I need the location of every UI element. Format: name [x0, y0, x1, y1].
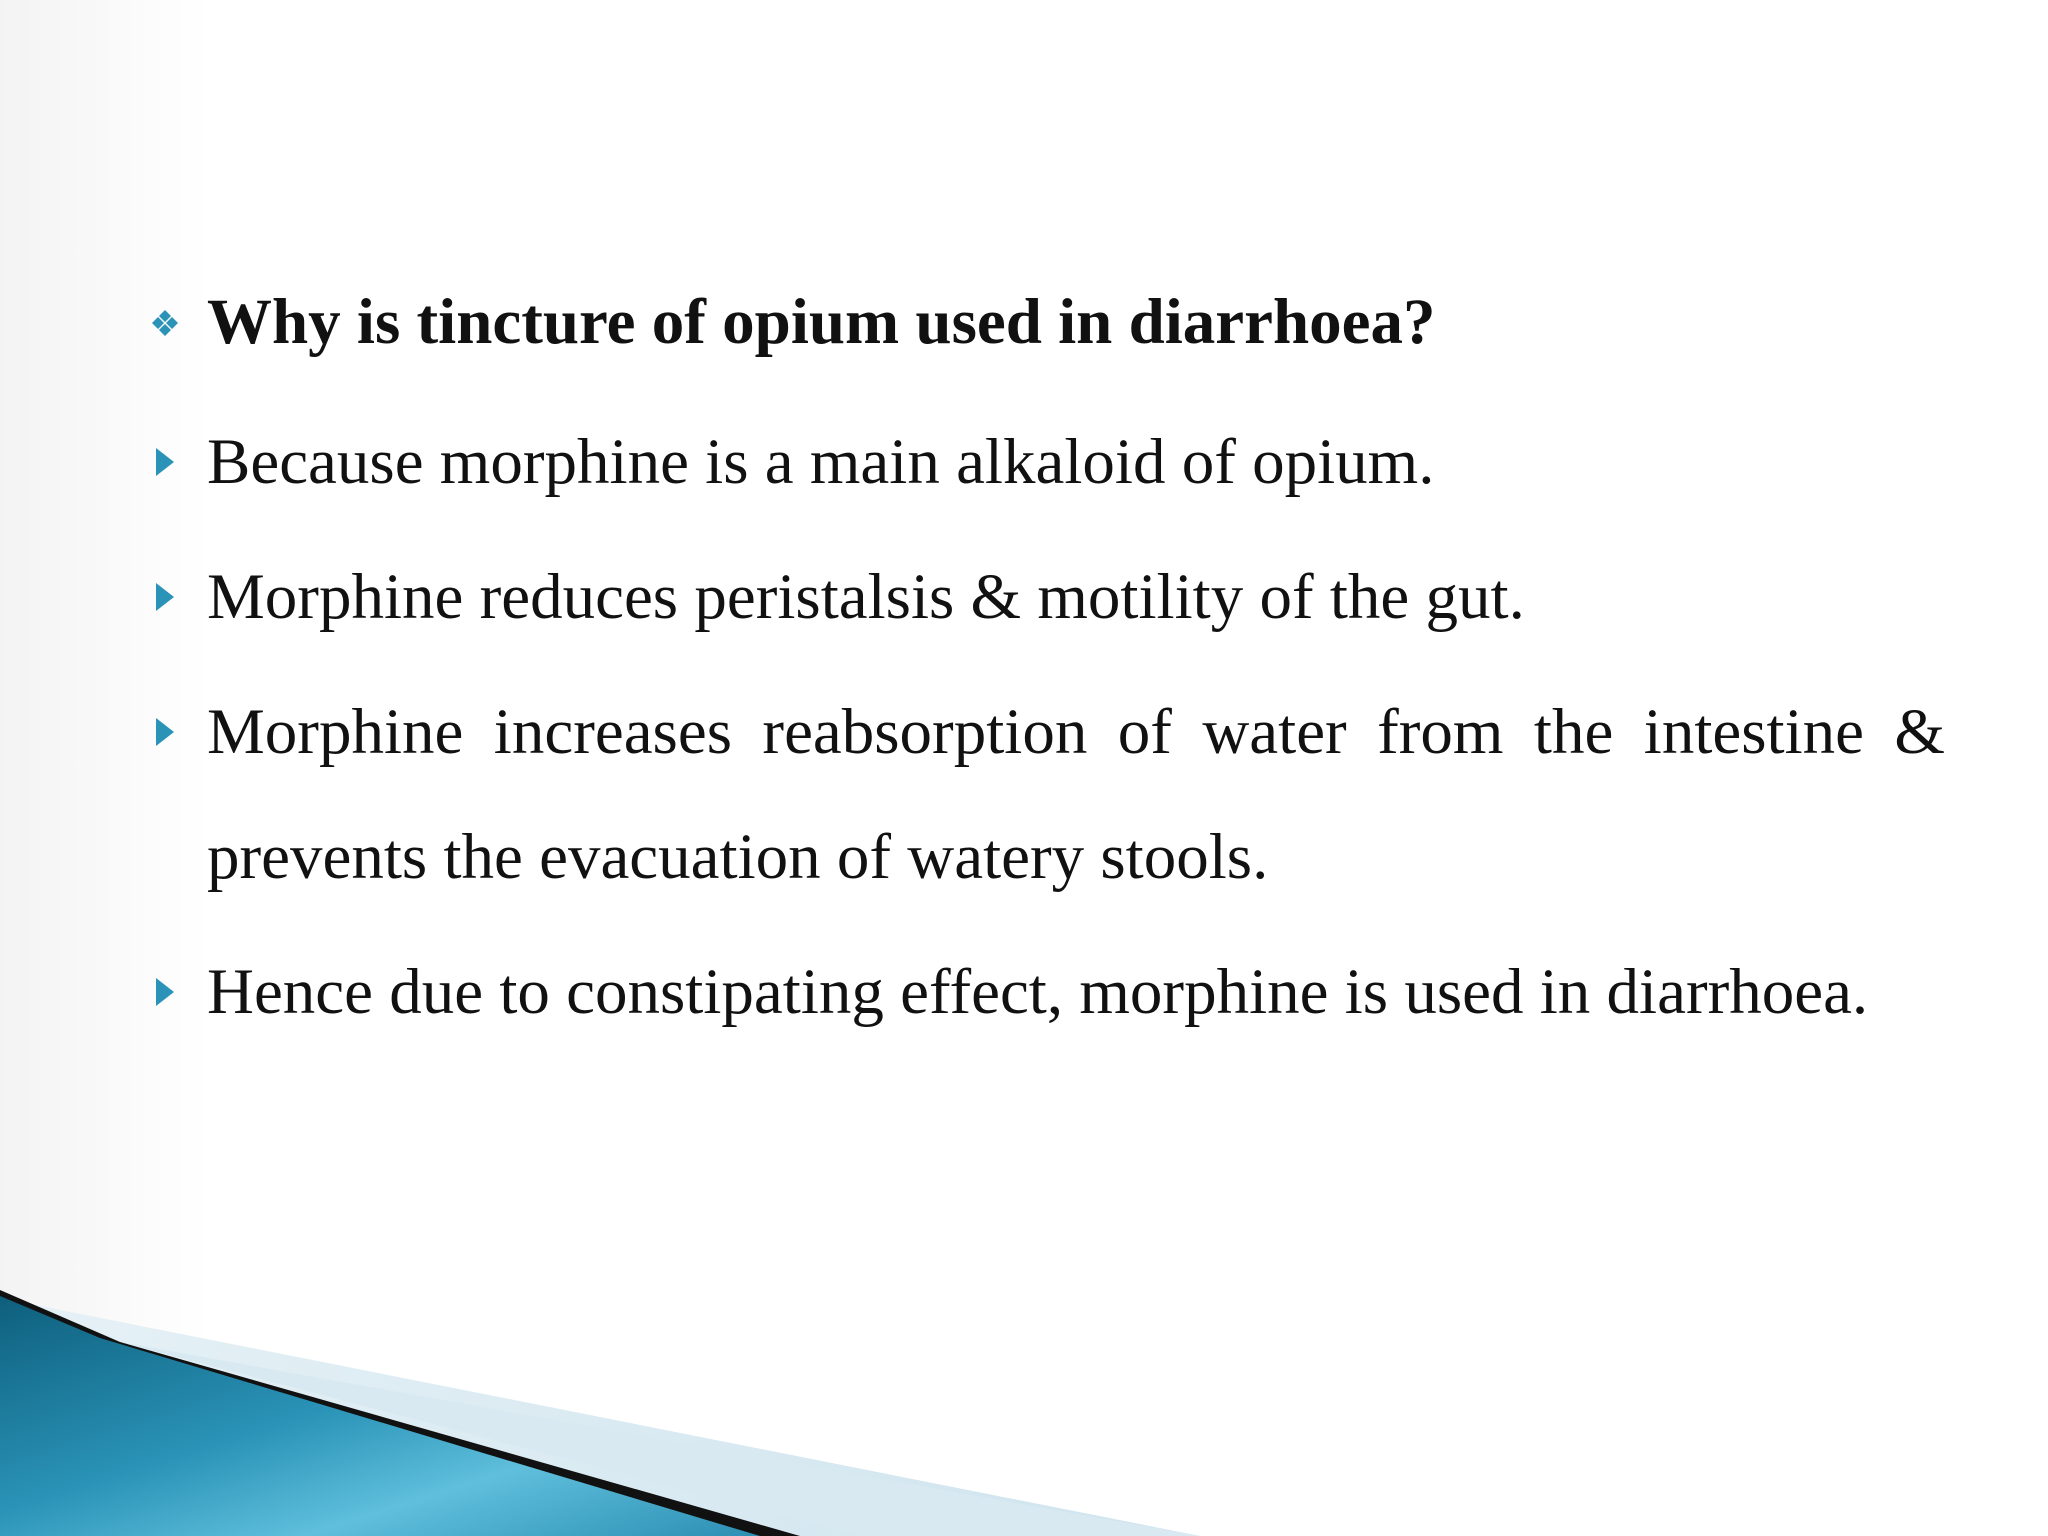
triangle-bullet-icon — [150, 579, 178, 615]
bullet-point-3 — [150, 670, 1945, 920]
slide-content — [150, 262, 1945, 1065]
triangle-bullet-icon — [150, 444, 178, 480]
triangle-bullet-icon — [150, 714, 178, 750]
bullet-point-1 — [150, 400, 1945, 525]
bullet-text: Because morphine is a main alkaloid of opium. — [207, 426, 1435, 498]
bullet-point-2 — [150, 535, 1945, 660]
diamond-cluster-bullet-icon — [150, 308, 180, 338]
question-bullet — [150, 262, 1945, 382]
decorative-corner-swoosh — [0, 1290, 2048, 1536]
bullet-text: Morphine increases reabsorption of water from the intestine & prevents the evacuation of watery stools. — [207, 696, 1945, 893]
bullet-text: Hence due to constipating effect, morphine is used in diarrhoea. — [207, 956, 1869, 1028]
question-text: Why is tincture of opium used in diarrhoea? — [207, 286, 1436, 358]
bullet-point-4 — [150, 930, 1945, 1055]
bullet-text: Morphine reduces peristalsis & motility of the gut. — [207, 561, 1525, 633]
triangle-bullet-icon — [150, 974, 178, 1010]
